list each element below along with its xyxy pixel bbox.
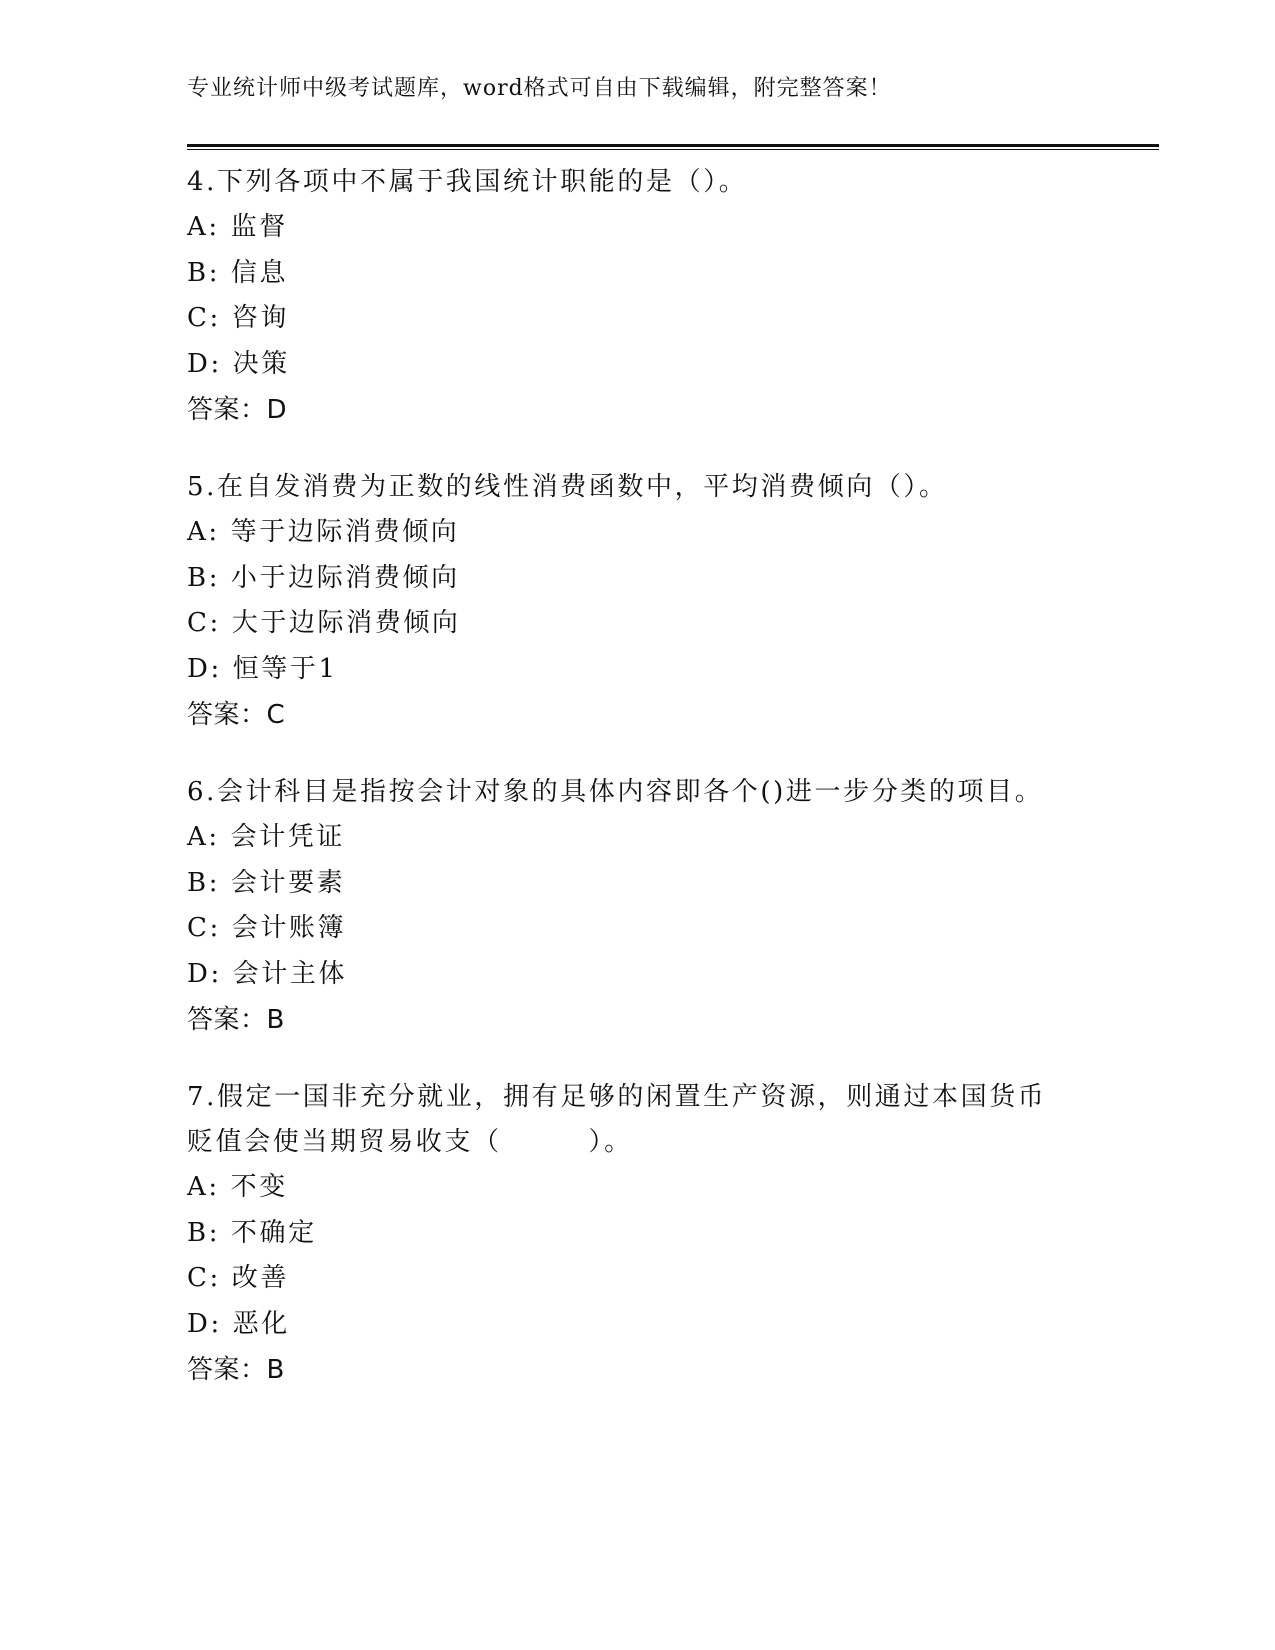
option-b: B: 不确定 — [187, 1217, 317, 1248]
header-divider — [187, 144, 1159, 150]
question-stem: 5.在自发消费为正数的线性消费函数中，平均消费倾向（）。 — [187, 472, 948, 502]
answer-line: 答案：B — [187, 1005, 285, 1035]
option-b: B: 小于边际消费倾向 — [187, 562, 460, 593]
answer-line: 答案：D — [187, 395, 288, 425]
option-d: D: 恒等于1 — [187, 653, 338, 684]
option-a: A: 监督 — [187, 212, 288, 242]
question-item — [187, 770, 1147, 1043]
question-item — [187, 465, 1147, 738]
option-c: C: 改善 — [187, 1263, 289, 1293]
option-c: C: 咨询 — [187, 303, 289, 333]
question-stem: 6.会计科目是指按会计对象的具体内容即各个()进一步分类的项目。 — [187, 777, 1044, 807]
option-c: C: 大于边际消费倾向 — [187, 608, 461, 638]
question-item — [187, 160, 1147, 433]
option-d: D: 恶化 — [187, 1308, 290, 1339]
option-b: B: 会计要素 — [187, 867, 346, 898]
option-a: A: 会计凭证 — [187, 822, 346, 852]
header-note: 专业统计师中级考试题库，word格式可自由下载编辑，附完整答案！ — [187, 76, 892, 101]
option-d: D: 决策 — [187, 348, 290, 379]
answer-line: 答案：B — [187, 1355, 285, 1385]
option-a: A: 不变 — [187, 1172, 288, 1202]
question-list — [187, 160, 1147, 1425]
option-c: C: 会计账簿 — [187, 913, 347, 943]
question-stem: 4.下列各项中不属于我国统计职能的是（）。 — [187, 167, 748, 197]
answer-line: 答案：C — [187, 700, 286, 730]
option-a: A: 等于边际消费倾向 — [187, 517, 460, 547]
question-stem: 7.假定一国非充分就业，拥有足够的闲置生产资源，则通过本国货币贬值会使当期贸易收支（ ）。 — [187, 1082, 1047, 1157]
option-d: D: 会计主体 — [187, 958, 348, 989]
question-item — [187, 1075, 1147, 1393]
option-b: B: 信息 — [187, 257, 289, 288]
